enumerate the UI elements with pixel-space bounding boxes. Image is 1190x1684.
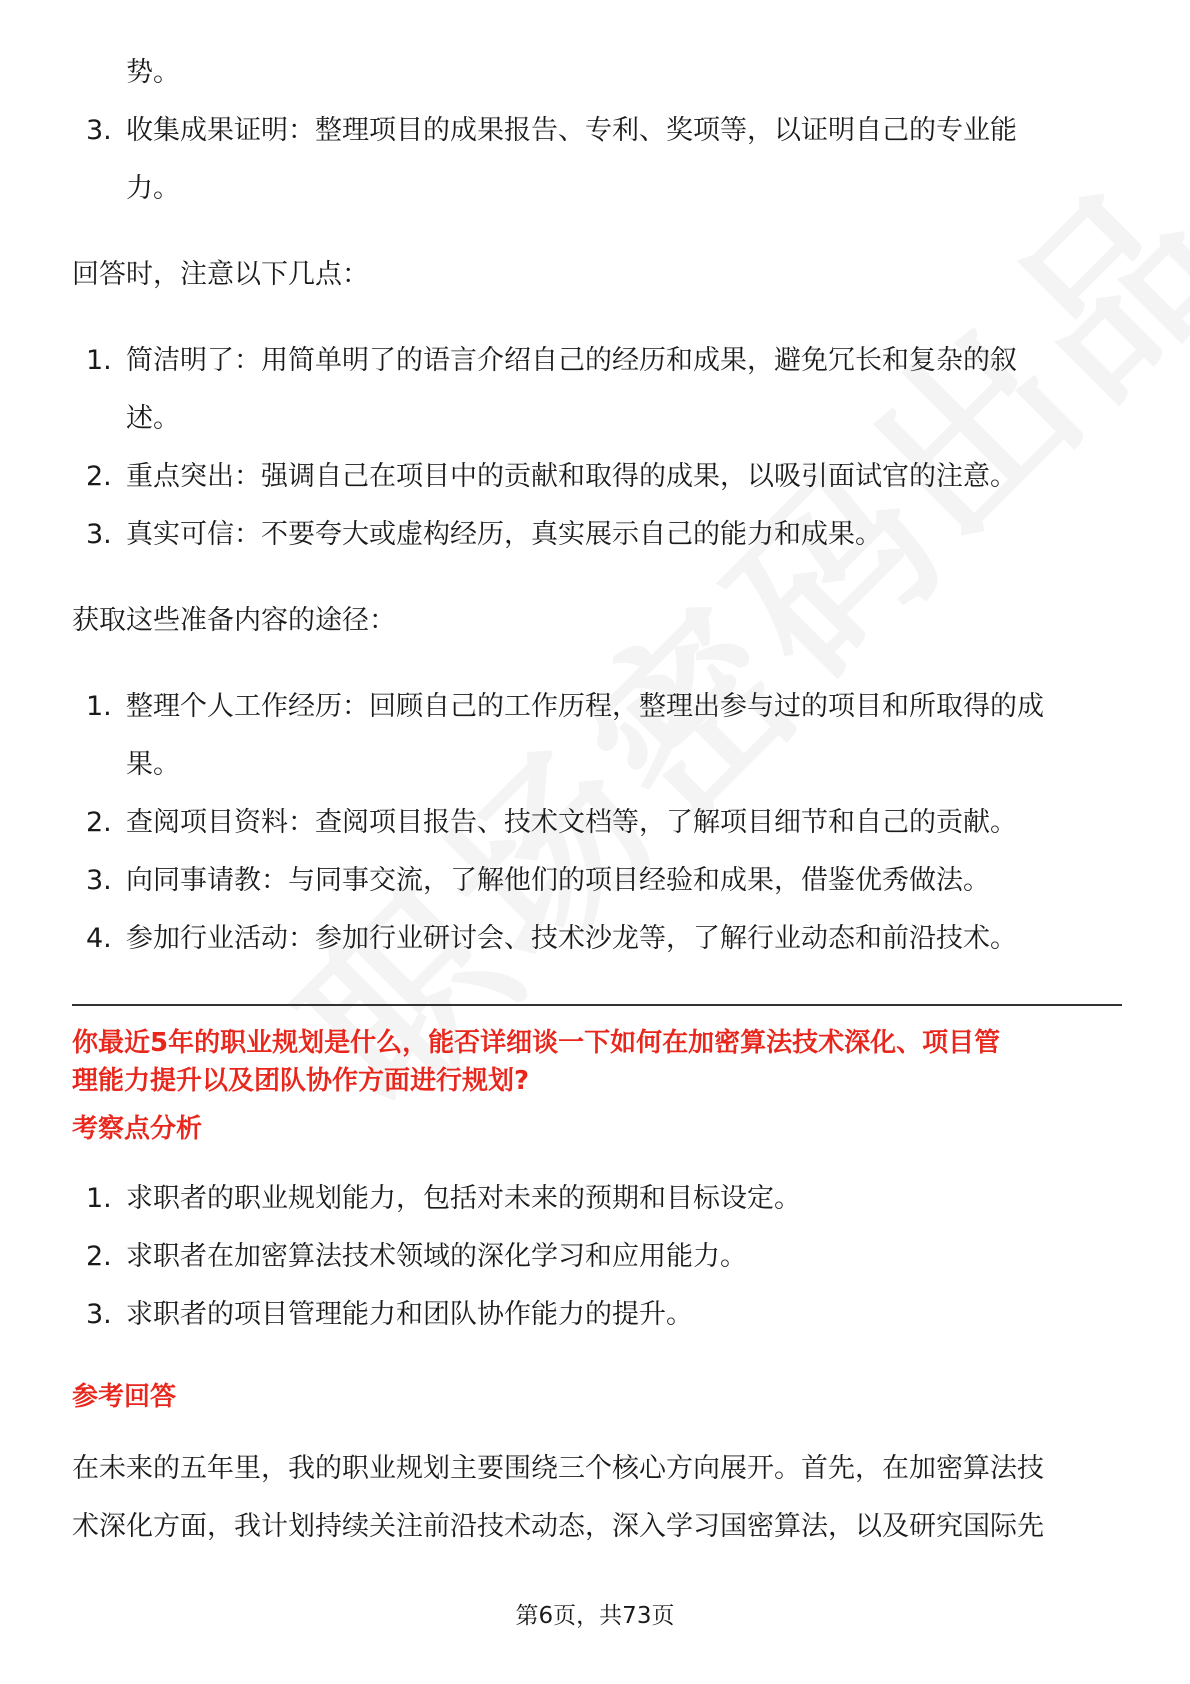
answer-line: 术深化方面，我计划持续关注前沿技术动态，深入学习国密算法，以及研究国际先 bbox=[72, 1511, 1044, 1542]
analysis-heading: 考察点分析 bbox=[72, 1114, 203, 1144]
list-text: 重点突出：强调自己在项目中的贡献和取得的成果，以吸引面试官的注意。 bbox=[126, 461, 1017, 492]
list-number: 2. bbox=[86, 807, 112, 838]
question-line: 你最近5年的职业规划是什么，能否详细谈一下如何在加密算法技术深化、项目管 bbox=[72, 1028, 1001, 1058]
list-number: 1. bbox=[86, 691, 112, 722]
list-number: 3. bbox=[86, 865, 112, 896]
list-text: 求职者的职业规划能力，包括对未来的预期和目标设定。 bbox=[126, 1183, 801, 1214]
list-number: 3. bbox=[86, 1299, 112, 1330]
list-number: 1. bbox=[86, 345, 112, 376]
list-text: 简洁明了：用简单明了的语言介绍自己的经历和成果，避免冗长和复杂的叙 bbox=[126, 345, 1017, 376]
list-text: 整理个人工作经历：回顾自己的工作历程，整理出参与过的项目和所取得的成 bbox=[126, 691, 1044, 722]
preparation-sources-list bbox=[72, 678, 1122, 968]
interview-question bbox=[72, 1024, 1122, 1100]
list-item bbox=[72, 1286, 1122, 1344]
answer-tips-list bbox=[72, 332, 1122, 564]
list-item bbox=[72, 678, 1122, 736]
list-number: 2. bbox=[86, 1241, 112, 1272]
answer-paragraph bbox=[72, 1440, 1122, 1556]
list-item bbox=[72, 910, 1122, 968]
page-number: 第6页，共73页 bbox=[515, 1603, 675, 1629]
list-item bbox=[72, 1170, 1122, 1228]
answer-heading: 参考回答 bbox=[72, 1382, 177, 1412]
list-text: 查阅项目资料：查阅项目报告、技术文档等，了解项目细节和自己的贡献。 bbox=[126, 807, 1017, 838]
page-content bbox=[72, 57, 1122, 1556]
list-text: 求职者的项目管理能力和团队协作能力的提升。 bbox=[126, 1299, 693, 1330]
list-item bbox=[72, 332, 1122, 390]
list-text: 真实可信：不要夸大或虚构经历，真实展示自己的能力和成果。 bbox=[126, 519, 882, 550]
analysis-list bbox=[72, 1170, 1122, 1344]
list-text: 收集成果证明：整理项目的成果报告、专利、奖项等，以证明自己的专业能 bbox=[126, 115, 1017, 146]
list-continuation: 述。 bbox=[126, 403, 180, 434]
list-text: 参加行业活动：参加行业研讨会、技术沙龙等，了解行业动态和前沿技术。 bbox=[126, 923, 1017, 954]
list-number: 1. bbox=[86, 1183, 112, 1214]
list-number: 2. bbox=[86, 461, 112, 492]
list-number: 3. bbox=[86, 519, 112, 550]
list-item bbox=[72, 102, 1122, 160]
list-continuation: 力。 bbox=[126, 173, 180, 204]
list-text: 求职者在加密算法技术领域的深化学习和应用能力。 bbox=[126, 1241, 747, 1272]
paragraph: 获取这些准备内容的途径： bbox=[72, 605, 396, 636]
list-item bbox=[72, 1228, 1122, 1286]
evidence-list bbox=[72, 102, 1122, 218]
list-item bbox=[72, 506, 1122, 564]
question-line: 理能力提升以及团队协作方面进行规划? bbox=[72, 1066, 530, 1096]
list-item bbox=[72, 794, 1122, 852]
list-item bbox=[72, 852, 1122, 910]
list-continuation: 果。 bbox=[126, 749, 180, 780]
paragraph: 回答时，注意以下几点： bbox=[72, 259, 369, 290]
list-continuation: 势。 bbox=[126, 57, 180, 88]
list-number: 3. bbox=[86, 115, 112, 146]
list-number: 4. bbox=[86, 923, 112, 954]
list-item bbox=[72, 448, 1122, 506]
list-text: 向同事请教：与同事交流，了解他们的项目经验和成果，借鉴优秀做法。 bbox=[126, 865, 990, 896]
answer-line: 在未来的五年里，我的职业规划主要围绕三个核心方向展开。首先，在加密算法技 bbox=[72, 1453, 1044, 1484]
